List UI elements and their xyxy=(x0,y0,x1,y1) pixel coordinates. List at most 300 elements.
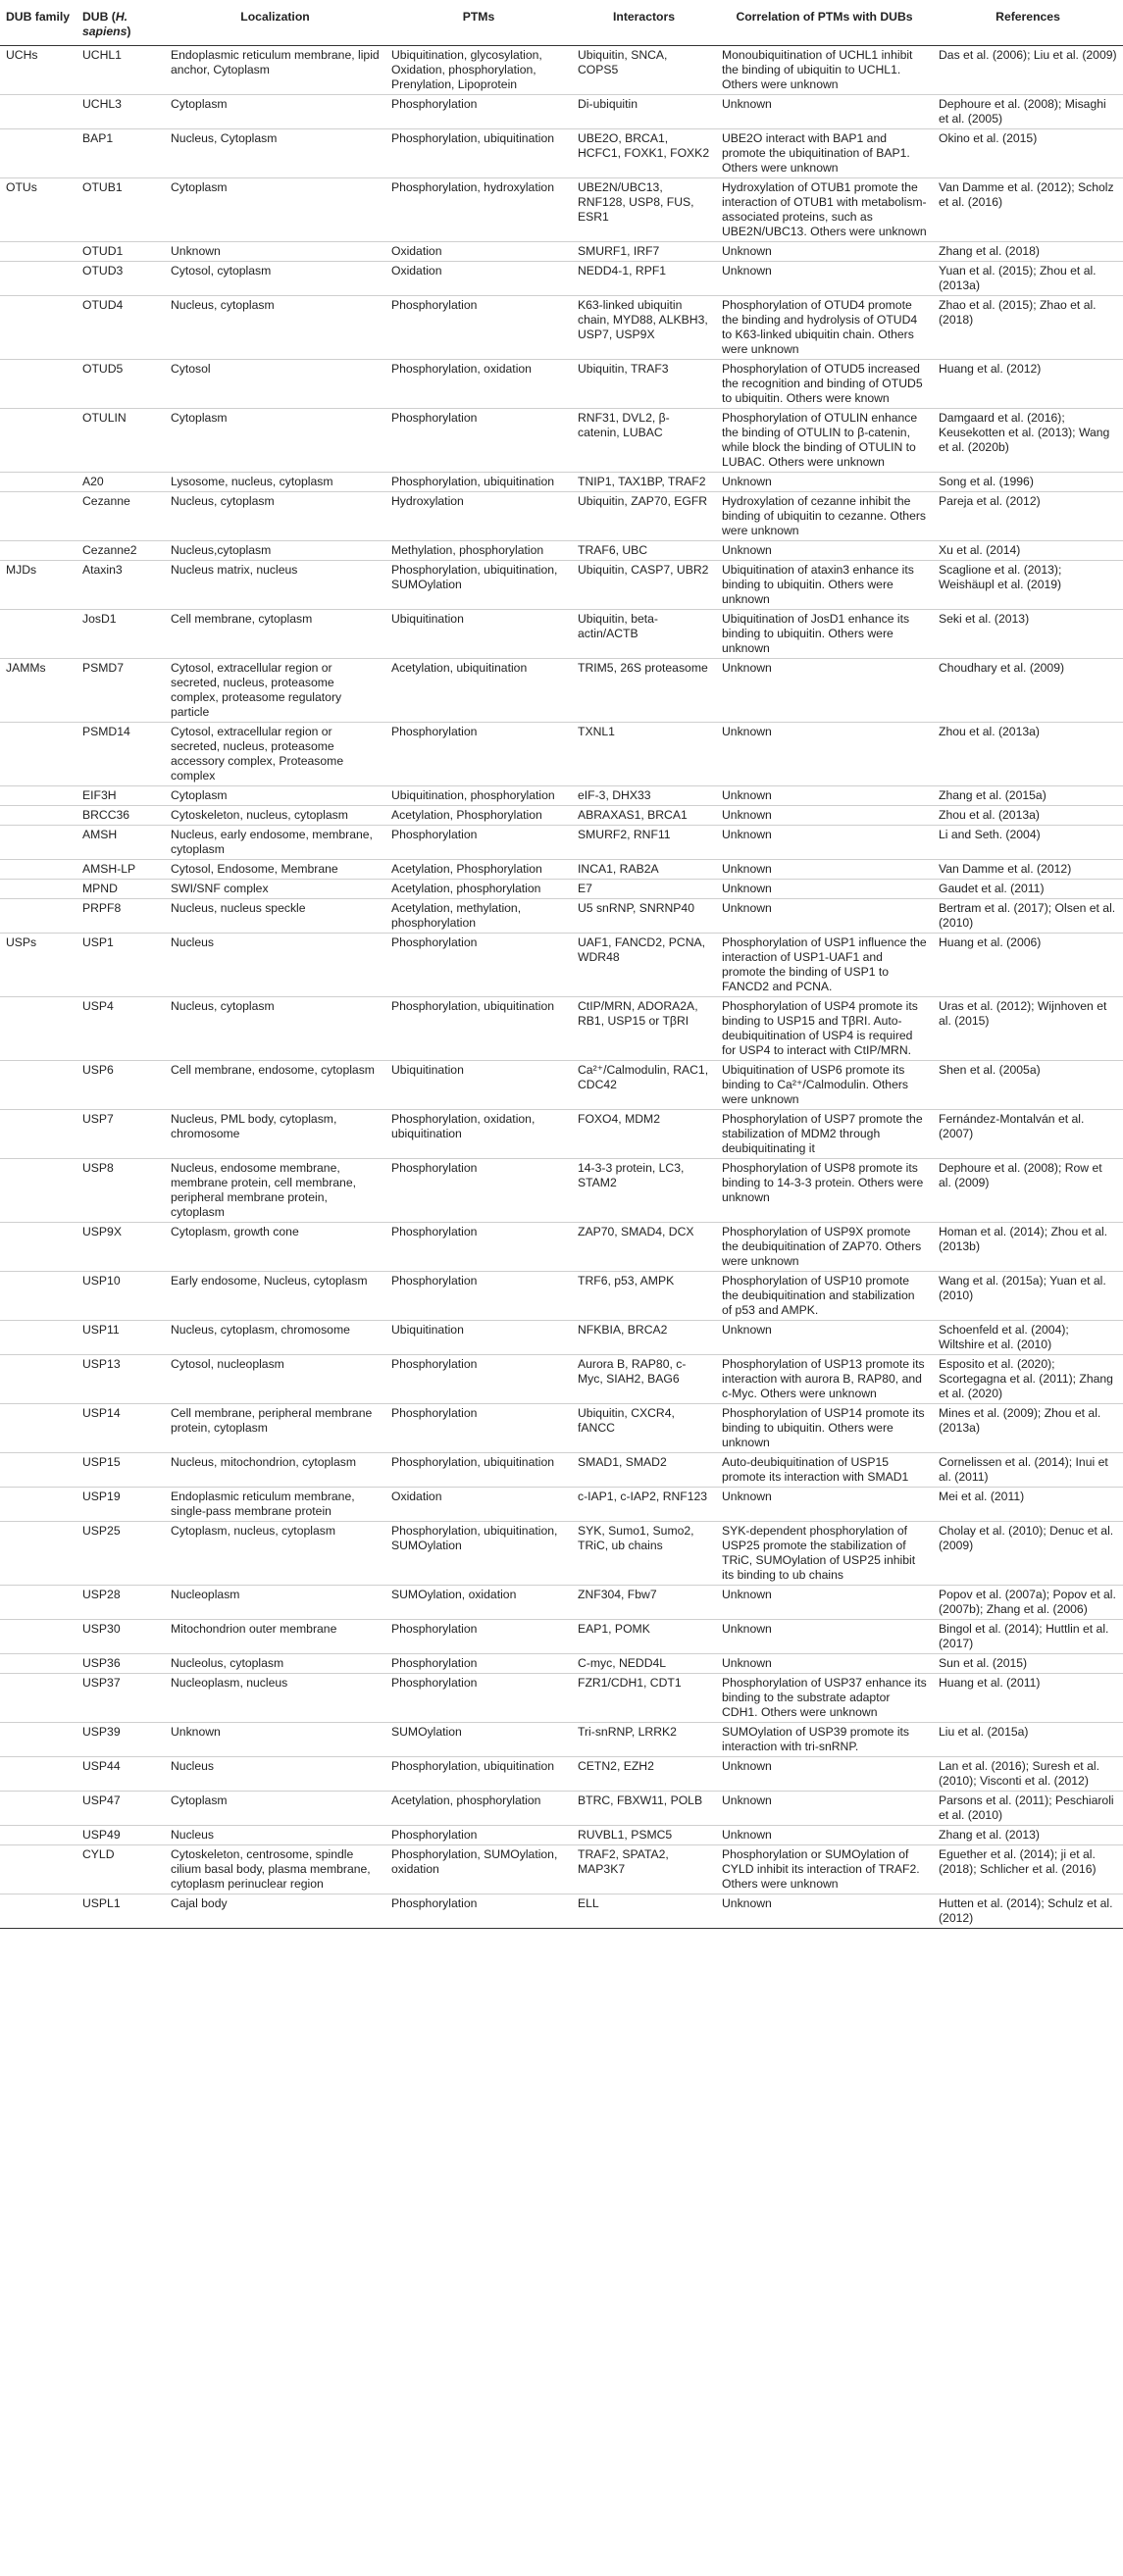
cell-family xyxy=(0,360,77,409)
cell-dub: USP37 xyxy=(82,1676,121,1690)
cell-interactors: ZNF304, Fbw7 xyxy=(578,1588,657,1601)
cell-dub: USP7 xyxy=(82,1112,114,1126)
cell-references: Huang et al. (2006) xyxy=(939,935,1042,949)
cell-dub: USPL1 xyxy=(82,1896,121,1910)
cell-dub: USP15 xyxy=(82,1455,121,1469)
cell-dub: EIF3H xyxy=(82,788,117,802)
table-row xyxy=(0,409,1123,473)
cell-localization: Cytoplasm xyxy=(171,411,228,425)
cell-localization: Mitochondrion outer membrane xyxy=(171,1622,337,1636)
table-row xyxy=(0,492,1123,541)
header-references: References xyxy=(933,0,1123,46)
cell-localization: Cajal body xyxy=(171,1896,228,1910)
cell-localization: Cytosol, cytoplasm xyxy=(171,264,272,278)
cell-dub: USP6 xyxy=(82,1063,114,1077)
cell-correlation: Unknown xyxy=(722,1588,772,1601)
cell-interactors: NEDD4-1, RPF1 xyxy=(578,264,667,278)
cell-correlation: Unknown xyxy=(722,661,772,675)
table-row xyxy=(0,1321,1123,1355)
cell-family xyxy=(0,1453,77,1488)
cell-correlation: Unknown xyxy=(722,1793,772,1807)
cell-localization: Cytosol, Endosome, Membrane xyxy=(171,862,338,876)
cell-correlation: UBE2O interact with BAP1 and promote the ubiquitination of BAP1. Others were unknown xyxy=(722,131,910,175)
cell-correlation: Ubiquitination of ataxin3 enhance its binding to ubiquitin. Others were unknown xyxy=(722,563,914,606)
cell-correlation: Unknown xyxy=(722,788,772,802)
cell-interactors: ABRAXAS1, BRCA1 xyxy=(578,808,688,822)
cell-correlation: Phosphorylation of OTUD4 promote the binding and hydrolysis of OTUD4 to K63-linked ubiquitin chain. Others were unknown xyxy=(722,298,918,356)
cell-correlation: Unknown xyxy=(722,264,772,278)
cell-correlation: Unknown xyxy=(722,901,772,915)
cell-ptms: Hydroxylation xyxy=(391,494,464,508)
cell-ptms: Phosphorylation, ubiquitination xyxy=(391,1455,555,1469)
cell-references: Bingol et al. (2014); Huttlin et al. (2017) xyxy=(939,1622,1109,1650)
cell-family xyxy=(0,1586,77,1620)
cell-correlation: Ubiquitination of JosD1 enhance its binding to ubiquitin. Others were unknown xyxy=(722,612,910,655)
cell-interactors: UAF1, FANCD2, PCNA, WDR48 xyxy=(578,935,706,964)
cell-ptms: Phosphorylation, ubiquitination, SUMOylation xyxy=(391,563,558,591)
cell-ptms: Phosphorylation xyxy=(391,725,478,738)
cell-dub: OTUD4 xyxy=(82,298,124,312)
cell-references: Pareja et al. (2012) xyxy=(939,494,1041,508)
cell-correlation: Unknown xyxy=(722,1759,772,1773)
cell-ptms: Phosphorylation xyxy=(391,411,478,425)
cell-correlation: Unknown xyxy=(722,97,772,111)
cell-localization: Cytoskeleton, nucleus, cytoplasm xyxy=(171,808,348,822)
cell-references: Sun et al. (2015) xyxy=(939,1656,1028,1670)
cell-references: Scaglione et al. (2013); Weishäupl et al. (2019) xyxy=(939,563,1062,591)
table-row xyxy=(0,1674,1123,1723)
cell-family xyxy=(0,1321,77,1355)
table-row xyxy=(0,46,1123,95)
cell-family: USPs xyxy=(6,935,37,949)
cell-references: Bertram et al. (2017); Olsen et al. (2010) xyxy=(939,901,1116,930)
cell-references: Dephoure et al. (2008); Misaghi et al. (2005) xyxy=(939,97,1106,126)
cell-interactors: TRAF2, SPATA2, MAP3K7 xyxy=(578,1847,669,1876)
table-row xyxy=(0,1723,1123,1757)
cell-dub: Cezanne xyxy=(82,494,130,508)
cell-interactors: SMURF2, RNF11 xyxy=(578,828,671,841)
cell-references: Van Damme et al. (2012) xyxy=(939,862,1072,876)
cell-interactors: Di-ubiquitin xyxy=(578,97,638,111)
cell-localization: Cytoplasm, nucleus, cytoplasm xyxy=(171,1524,335,1538)
cell-localization: Nucleus xyxy=(171,1759,215,1773)
table-row xyxy=(0,1792,1123,1826)
cell-ptms: Phosphorylation, ubiquitination xyxy=(391,475,555,488)
cell-references: Seki et al. (2013) xyxy=(939,612,1030,626)
cell-interactors: TRF6, p53, AMPK xyxy=(578,1274,675,1288)
cell-family: JAMMs xyxy=(6,661,46,675)
cell-dub: USP44 xyxy=(82,1759,121,1773)
cell-interactors: TXNL1 xyxy=(578,725,615,738)
cell-dub: BAP1 xyxy=(82,131,114,145)
cell-family xyxy=(0,1792,77,1826)
cell-ptms: Oxidation xyxy=(391,264,442,278)
cell-ptms: Phosphorylation, ubiquitination xyxy=(391,1759,555,1773)
cell-interactors: Ca²⁺/Calmodulin, RAC1, CDC42 xyxy=(578,1063,709,1091)
cell-correlation: Unknown xyxy=(722,1896,772,1910)
table-row xyxy=(0,1757,1123,1792)
cell-correlation: Unknown xyxy=(722,475,772,488)
cell-dub: AMSH-LP xyxy=(82,862,136,876)
cell-family xyxy=(0,1355,77,1404)
cell-ptms: Phosphorylation, oxidation, ubiquitination xyxy=(391,1112,536,1140)
table-row xyxy=(0,1522,1123,1586)
cell-interactors: c-IAP1, c-IAP2, RNF123 xyxy=(578,1490,708,1503)
cell-interactors: ELL xyxy=(578,1896,599,1910)
table-row xyxy=(0,1586,1123,1620)
cell-family xyxy=(0,997,77,1061)
cell-interactors: EAP1, POMK xyxy=(578,1622,650,1636)
cell-dub: AMSH xyxy=(82,828,118,841)
cell-interactors: UBE2O, BRCA1, HCFC1, FOXK1, FOXK2 xyxy=(578,131,710,160)
header-localization: Localization xyxy=(165,0,385,46)
cell-ptms: Acetylation, phosphorylation xyxy=(391,1793,541,1807)
cell-interactors: Ubiquitin, SNCA, COPS5 xyxy=(578,48,668,76)
cell-localization: Nucleus, endosome membrane, membrane protein, cell membrane, peripheral membrane protein, cytoplasm xyxy=(171,1161,356,1219)
table-row xyxy=(0,1654,1123,1674)
table-row xyxy=(0,1223,1123,1272)
cell-references: Esposito et al. (2020); Scortegagna et al. (2011); Zhang et al. (2020) xyxy=(939,1357,1113,1400)
cell-ptms: Phosphorylation xyxy=(391,1357,478,1371)
cell-references: Huang et al. (2012) xyxy=(939,362,1042,376)
cell-correlation: Monoubiquitination of UCHL1 inhibit the binding of ubiquitin to UCHL1. Others were unknown xyxy=(722,48,913,91)
cell-references: Wang et al. (2015a); Yuan et al. (2010) xyxy=(939,1274,1106,1302)
cell-interactors: SYK, Sumo1, Sumo2, TRiC, ub chains xyxy=(578,1524,694,1552)
cell-correlation: Phosphorylation of USP1 influence the interaction of USP1-UAF1 and promote the binding of USP1 to FANCD2 and PCNA. xyxy=(722,935,927,993)
table-row xyxy=(0,723,1123,786)
cell-family xyxy=(0,1488,77,1522)
cell-ptms: Phosphorylation xyxy=(391,1622,478,1636)
cell-correlation: Hydroxylation of cezanne inhibit the binding of ubiquitin to cezanne. Others were unknown xyxy=(722,494,927,537)
cell-dub: USP10 xyxy=(82,1274,121,1288)
cell-interactors: Ubiquitin, beta-actin/ACTB xyxy=(578,612,658,640)
cell-references: Schoenfeld et al. (2004); Wiltshire et al. (2010) xyxy=(939,1323,1069,1351)
cell-ptms: Phosphorylation xyxy=(391,1225,478,1238)
cell-ptms: Phosphorylation, ubiquitination xyxy=(391,131,555,145)
header-dub-main: DUB ( xyxy=(82,10,116,24)
cell-interactors: TRAF6, UBC xyxy=(578,543,648,557)
cell-interactors: C-myc, NEDD4L xyxy=(578,1656,667,1670)
cell-family xyxy=(0,1159,77,1223)
cell-localization: Cell membrane, cytoplasm xyxy=(171,612,313,626)
cell-ptms: Phosphorylation, SUMOylation, oxidation xyxy=(391,1847,558,1876)
cell-interactors: RNF31, DVL2, β-catenin, LUBAC xyxy=(578,411,670,439)
table-row xyxy=(0,1845,1123,1894)
cell-family xyxy=(0,296,77,360)
cell-family xyxy=(0,492,77,541)
cell-localization: Nucleus,cytoplasm xyxy=(171,543,272,557)
header-dub-close: ) xyxy=(127,25,131,38)
cell-family xyxy=(0,242,77,262)
cell-dub: USP30 xyxy=(82,1622,121,1636)
cell-ptms: Phosphorylation xyxy=(391,828,478,841)
cell-dub: UCHL3 xyxy=(82,97,122,111)
cell-family xyxy=(0,262,77,296)
cell-family xyxy=(0,1845,77,1894)
cell-dub: OTULIN xyxy=(82,411,127,425)
cell-localization: Cytosol, nucleoplasm xyxy=(171,1357,284,1371)
table-row xyxy=(0,360,1123,409)
cell-correlation: Auto-deubiquitination of USP15 promote its interaction with SMAD1 xyxy=(722,1455,909,1484)
cell-interactors: NFKBIA, BRCA2 xyxy=(578,1323,668,1337)
cell-references: Shen et al. (2005a) xyxy=(939,1063,1041,1077)
cell-correlation: Phosphorylation of USP37 enhance its binding to the substrate adaptor CDH1. Others were unknown xyxy=(722,1676,927,1719)
cell-interactors: SMURF1, IRF7 xyxy=(578,244,660,258)
cell-correlation: Unknown xyxy=(722,543,772,557)
cell-dub: UCHL1 xyxy=(82,48,122,62)
cell-references: Zhou et al. (2013a) xyxy=(939,725,1040,738)
cell-family xyxy=(0,473,77,492)
cell-interactors: BTRC, FBXW11, POLB xyxy=(578,1793,703,1807)
table-row xyxy=(0,880,1123,899)
cell-dub: USP39 xyxy=(82,1725,121,1739)
cell-dub: PSMD14 xyxy=(82,725,130,738)
cell-dub: USP9X xyxy=(82,1225,122,1238)
cell-correlation: Phosphorylation of USP13 promote its interaction with aurora B, RAP80, and c-Myc. Others were unknown xyxy=(722,1357,925,1400)
cell-interactors: TNIP1, TAX1BP, TRAF2 xyxy=(578,475,706,488)
cell-dub: OTUB1 xyxy=(82,180,123,194)
cell-localization: Nucleus xyxy=(171,1828,215,1842)
cell-ptms: Ubiquitination, glycosylation, Oxidation, phosphorylation, Prenylation, Lipoprotein xyxy=(391,48,542,91)
table-row xyxy=(0,786,1123,806)
cell-family xyxy=(0,1654,77,1674)
cell-correlation: Ubiquitination of USP6 promote its binding to Ca²⁺/Calmodulin. Others were unknown xyxy=(722,1063,909,1106)
cell-localization: Cytoplasm xyxy=(171,1793,228,1807)
cell-family xyxy=(0,1894,77,1929)
cell-references: Homan et al. (2014); Zhou et al. (2013b) xyxy=(939,1225,1108,1253)
cell-references: Cholay et al. (2010); Denuc et al. (2009) xyxy=(939,1524,1114,1552)
header-dub-species: H. sapiens xyxy=(82,10,128,38)
cell-references: Okino et al. (2015) xyxy=(939,131,1038,145)
cell-localization: SWI/SNF complex xyxy=(171,882,269,895)
cell-dub: USP4 xyxy=(82,999,114,1013)
cell-interactors: FZR1/CDH1, CDT1 xyxy=(578,1676,682,1690)
cell-references: Parsons et al. (2011); Peschiaroli et al. (2010) xyxy=(939,1793,1114,1822)
cell-correlation: Unknown xyxy=(722,1323,772,1337)
cell-localization: Nucleus, Cytoplasm xyxy=(171,131,278,145)
cell-family xyxy=(0,786,77,806)
table-row xyxy=(0,934,1123,997)
cell-ptms: Phosphorylation, ubiquitination, SUMOylation xyxy=(391,1524,558,1552)
cell-ptms: Phosphorylation xyxy=(391,1656,478,1670)
cell-interactors: UBE2N/UBC13, RNF128, USP8, FUS, ESR1 xyxy=(578,180,694,224)
cell-family xyxy=(0,1826,77,1845)
cell-interactors: Ubiquitin, CASP7, UBR2 xyxy=(578,563,709,577)
cell-ptms: Phosphorylation xyxy=(391,1274,478,1288)
cell-references: Song et al. (1996) xyxy=(939,475,1034,488)
cell-references: Das et al. (2006); Liu et al. (2009) xyxy=(939,48,1117,62)
cell-correlation: Phosphorylation of USP9X promote the deubiquitination of ZAP70. Others were unknown xyxy=(722,1225,922,1268)
cell-ptms: Phosphorylation xyxy=(391,1828,478,1842)
cell-ptms: Ubiquitination xyxy=(391,1323,464,1337)
cell-interactors: 14-3-3 protein, LC3, STAM2 xyxy=(578,1161,685,1189)
cell-family xyxy=(0,899,77,934)
cell-references: Choudhary et al. (2009) xyxy=(939,661,1065,675)
cell-localization: Nucleus xyxy=(171,935,215,949)
cell-references: Van Damme et al. (2012); Scholz et al. (2016) xyxy=(939,180,1114,209)
cell-correlation: Phosphorylation or SUMOylation of CYLD inhibit its interaction of TRAF2. Others were unknown xyxy=(722,1847,920,1891)
cell-correlation: Phosphorylation of OTULIN enhance the binding of OTULIN to β-catenin, while block the binding of OTULIN to LUBAC. Others were unknown xyxy=(722,411,918,469)
header-interactors: Interactors xyxy=(572,0,716,46)
cell-correlation: Phosphorylation of USP4 promote its binding to USP15 and TβRI. Auto-deubiquitination of USP4 is required for USP4 to interact with CtIP/MRN. xyxy=(722,999,918,1057)
cell-interactors: Ubiquitin, ZAP70, EGFR xyxy=(578,494,708,508)
cell-localization: Cytoplasm xyxy=(171,180,228,194)
cell-interactors: K63-linked ubiquitin chain, MYD88, ALKBH3, USP7, USP9X xyxy=(578,298,708,341)
cell-localization: Endoplasmic reticulum membrane, lipid anchor, Cytoplasm xyxy=(171,48,380,76)
cell-correlation: Unknown xyxy=(722,244,772,258)
cell-family: MJDs xyxy=(6,563,37,577)
cell-ptms: Phosphorylation xyxy=(391,1676,478,1690)
cell-correlation: Unknown xyxy=(722,725,772,738)
cell-localization: Nucleus, cytoplasm xyxy=(171,298,275,312)
table-row xyxy=(0,561,1123,610)
cell-correlation: SUMOylation of USP39 promote its interaction with tri-snRNP. xyxy=(722,1725,910,1753)
cell-references: Zhao et al. (2015); Zhao et al. (2018) xyxy=(939,298,1097,327)
cell-ptms: Acetylation, Phosphorylation xyxy=(391,808,542,822)
table-row xyxy=(0,1159,1123,1223)
cell-correlation: Unknown xyxy=(722,882,772,895)
cell-family xyxy=(0,1223,77,1272)
table-row xyxy=(0,1894,1123,1929)
cell-dub: USP1 xyxy=(82,935,114,949)
cell-dub: JosD1 xyxy=(82,612,117,626)
table-row xyxy=(0,1620,1123,1654)
cell-interactors: Tri-snRNP, LRRK2 xyxy=(578,1725,677,1739)
cell-dub: A20 xyxy=(82,475,104,488)
cell-dub: PSMD7 xyxy=(82,661,124,675)
table-row xyxy=(0,997,1123,1061)
cell-correlation: Phosphorylation of OTUD5 increased the recognition and binding of OTUD5 to ubiquitin. Others were known xyxy=(722,362,923,405)
cell-interactors: SMAD1, SMAD2 xyxy=(578,1455,667,1469)
cell-localization: Unknown xyxy=(171,1725,221,1739)
cell-interactors: FOXO4, MDM2 xyxy=(578,1112,660,1126)
cell-dub: Cezanne2 xyxy=(82,543,137,557)
table-row xyxy=(0,129,1123,178)
cell-references: Hutten et al. (2014); Schulz et al. (2012) xyxy=(939,1896,1113,1925)
cell-correlation: Unknown xyxy=(722,1656,772,1670)
cell-references: Eguether et al. (2014); ji et al. (2018); Schlicher et al. (2016) xyxy=(939,1847,1097,1876)
cell-family: OTUs xyxy=(6,180,37,194)
table-row xyxy=(0,1110,1123,1159)
cell-ptms: Phosphorylation, oxidation xyxy=(391,362,532,376)
table-row xyxy=(0,1061,1123,1110)
cell-ptms: Acetylation, ubiquitination xyxy=(391,661,528,675)
cell-family xyxy=(0,95,77,129)
cell-localization: Nucleus, cytoplasm xyxy=(171,494,275,508)
cell-interactors: TRIM5, 26S proteasome xyxy=(578,661,708,675)
cell-ptms: Phosphorylation xyxy=(391,1161,478,1175)
cell-localization: Cytosol, extracellular region or secreted, nucleus, proteasome accessory complex, Proteasome complex xyxy=(171,725,344,783)
cell-family xyxy=(0,1404,77,1453)
cell-correlation: Unknown xyxy=(722,828,772,841)
cell-references: Huang et al. (2011) xyxy=(939,1676,1041,1690)
table-row xyxy=(0,178,1123,242)
cell-family xyxy=(0,826,77,860)
cell-localization: Nucleoplasm xyxy=(171,1588,240,1601)
table-row xyxy=(0,262,1123,296)
cell-localization: Nucleolus, cytoplasm xyxy=(171,1656,284,1670)
table-row xyxy=(0,1826,1123,1845)
cell-references: Yuan et al. (2015); Zhou et al. (2013a) xyxy=(939,264,1097,292)
cell-localization: Cell membrane, peripheral membrane protein, cytoplasm xyxy=(171,1406,373,1435)
cell-family xyxy=(0,860,77,880)
cell-interactors: U5 snRNP, SNRNP40 xyxy=(578,901,694,915)
table-row xyxy=(0,1488,1123,1522)
cell-family xyxy=(0,1061,77,1110)
header-ptms: PTMs xyxy=(385,0,572,46)
cell-localization: Cytosol xyxy=(171,362,211,376)
cell-correlation: Phosphorylation of USP8 promote its binding to 14-3-3 protein. Others were unknown xyxy=(722,1161,924,1204)
cell-references: Zhou et al. (2013a) xyxy=(939,808,1040,822)
table-row xyxy=(0,296,1123,360)
cell-family xyxy=(0,1110,77,1159)
cell-family xyxy=(0,1674,77,1723)
table-row xyxy=(0,806,1123,826)
cell-localization: Nucleus, nucleus speckle xyxy=(171,901,306,915)
cell-references: Li and Seth. (2004) xyxy=(939,828,1041,841)
cell-localization: Cytoskeleton, centrosome, spindle cilium basal body, plasma membrane, cytoplasm perinuclear region xyxy=(171,1847,371,1891)
cell-localization: Cell membrane, endosome, cytoplasm xyxy=(171,1063,375,1077)
cell-family xyxy=(0,409,77,473)
cell-family xyxy=(0,541,77,561)
cell-references: Mines et al. (2009); Zhou et al. (2013a) xyxy=(939,1406,1101,1435)
cell-interactors: INCA1, RAB2A xyxy=(578,862,659,876)
table-row xyxy=(0,473,1123,492)
table-header xyxy=(0,0,1123,46)
cell-localization: Early endosome, Nucleus, cytoplasm xyxy=(171,1274,368,1288)
cell-ptms: SUMOylation, oxidation xyxy=(391,1588,517,1601)
cell-references: Damgaard et al. (2016); Keusekotten et al. (2013); Wang et al. (2020b) xyxy=(939,411,1110,454)
cell-interactors: Ubiquitin, CXCR4, fANCC xyxy=(578,1406,675,1435)
table-row xyxy=(0,826,1123,860)
cell-ptms: Oxidation xyxy=(391,244,442,258)
cell-ptms: Acetylation, methylation, phosphorylation xyxy=(391,901,522,930)
cell-localization: Cytosol, extracellular region or secreted, nucleus, proteasome complex, proteasome regulatory particle xyxy=(171,661,342,719)
cell-ptms: SUMOylation xyxy=(391,1725,462,1739)
cell-dub: MPND xyxy=(82,882,118,895)
table-row xyxy=(0,1272,1123,1321)
cell-ptms: Oxidation xyxy=(391,1490,442,1503)
cell-references: Uras et al. (2012); Wijnhoven et al. (2015) xyxy=(939,999,1107,1028)
cell-references: Zhang et al. (2015a) xyxy=(939,788,1046,802)
cell-family xyxy=(0,1757,77,1792)
cell-localization: Lysosome, nucleus, cytoplasm xyxy=(171,475,333,488)
cell-ptms: Phosphorylation xyxy=(391,1406,478,1420)
table-row xyxy=(0,860,1123,880)
cell-ptms: Acetylation, phosphorylation xyxy=(391,882,541,895)
cell-correlation: SYK-dependent phosphorylation of USP25 promote the stabilization of TRiC, SUMOylation of USP25 inhibit its binding to ub chains xyxy=(722,1524,916,1582)
cell-localization: Nucleus matrix, nucleus xyxy=(171,563,298,577)
cell-interactors: Aurora B, RAP80, c-Myc, SIAH2, BAG6 xyxy=(578,1357,687,1386)
cell-references: Cornelissen et al. (2014); Inui et al. (2011) xyxy=(939,1455,1108,1484)
table-row xyxy=(0,1453,1123,1488)
cell-interactors: ZAP70, SMAD4, DCX xyxy=(578,1225,694,1238)
table-row xyxy=(0,95,1123,129)
cell-localization: Nucleus, cytoplasm, chromosome xyxy=(171,1323,350,1337)
cell-family xyxy=(0,1620,77,1654)
cell-ptms: Phosphorylation xyxy=(391,298,478,312)
cell-ptms: Phosphorylation xyxy=(391,97,478,111)
table-row xyxy=(0,541,1123,561)
header-family: DUB family xyxy=(0,0,77,46)
cell-correlation: Phosphorylation of USP10 promote the deubiquitination and stabilization of p53 and AMPK. xyxy=(722,1274,915,1317)
cell-dub: PRPF8 xyxy=(82,901,122,915)
cell-ptms: Ubiquitination, phosphorylation xyxy=(391,788,555,802)
cell-family xyxy=(0,610,77,659)
table-row xyxy=(0,659,1123,723)
cell-correlation: Unknown xyxy=(722,1490,772,1503)
cell-references: Fernández-Montalván et al. (2007) xyxy=(939,1112,1085,1140)
